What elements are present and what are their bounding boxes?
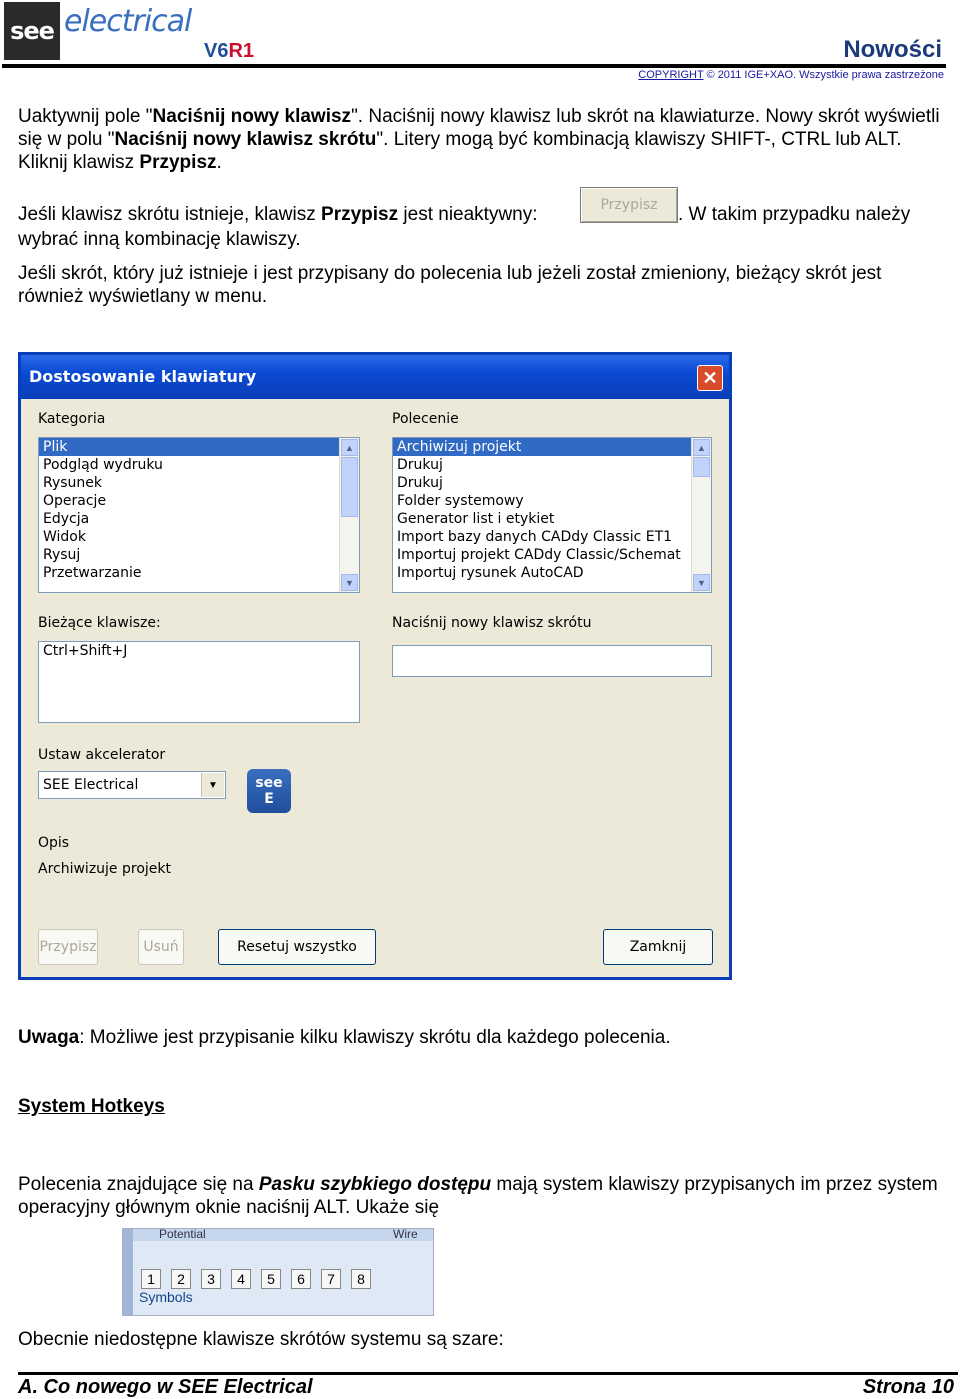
new-key-input[interactable] — [392, 645, 712, 677]
category-scrollbar[interactable] — [339, 438, 359, 592]
accelerator-value: SEE Electrical — [43, 777, 139, 793]
reset-all-button[interactable]: Resetuj wszystko — [218, 929, 376, 965]
hotkey-badge: 3 — [201, 1269, 221, 1289]
paragraph-4 — [18, 1173, 948, 1219]
category-list-item[interactable]: Rysunek — [43, 475, 103, 491]
text-run: ". Naciśnij nowy klawisz lub skrót na klawiaturze. Nowy skrót wyświetli się w polu " — [18, 106, 940, 150]
version-prefix: V6 — [204, 40, 229, 62]
bold-run: Przypisz — [321, 204, 399, 225]
hotkey-badge: 6 — [291, 1269, 311, 1289]
command-scrollbar[interactable] — [691, 438, 711, 592]
command-list-item[interactable]: Importuj rysunek AutoCAD — [397, 565, 584, 581]
dialog-title: Dostosowanie klawiatury — [29, 367, 257, 386]
category-list — [39, 438, 359, 582]
category-label: Kategoria — [38, 411, 106, 427]
icon-text-top: see — [255, 775, 283, 791]
text-run: jest nieaktywny: — [398, 204, 538, 225]
copyright-notice — [638, 69, 944, 81]
bold-run: Naciśnij nowy klawisz — [152, 106, 352, 127]
category-list-item[interactable]: Edycja — [43, 511, 90, 527]
command-listbox[interactable] — [392, 437, 712, 593]
scroll-down-icon[interactable]: ▼ — [693, 574, 710, 591]
document-title: Nowości — [843, 36, 942, 63]
description-value: Archiwizuje projekt — [38, 861, 171, 877]
copyright-text: © 2011 IGE+XAO. Wszystkie prawa zastrzeżone — [706, 69, 944, 81]
hotkey-badge: 2 — [171, 1269, 191, 1289]
command-list-item[interactable]: Generator list i etykiet — [397, 511, 555, 527]
note-paragraph — [18, 1026, 948, 1049]
logo-wordmark: electrical — [64, 4, 192, 39]
scroll-thumb[interactable] — [341, 457, 358, 517]
paragraph-5: Obecnie niedostępne klawisze skrótów systemu są szare: — [18, 1329, 504, 1350]
ribbon-edge — [123, 1229, 133, 1316]
scroll-down-icon[interactable]: ▼ — [341, 574, 358, 591]
hotkey-badge: 1 — [141, 1269, 161, 1289]
scroll-up-icon[interactable]: ▲ — [341, 439, 358, 456]
bold-italic-run: Pasku szybkiego dostępu — [258, 1174, 492, 1195]
keyboard-customize-dialog — [18, 352, 732, 980]
footer-page-number: Strona 10 — [862, 1376, 954, 1398]
command-list-item[interactable]: Archiwizuj projekt — [393, 438, 711, 456]
see-electrical-icon — [247, 769, 291, 813]
hotkey-badge: 7 — [321, 1269, 341, 1289]
footer-divider — [18, 1372, 958, 1375]
command-label: Polecenie — [392, 411, 459, 427]
paragraph-1 — [18, 105, 948, 174]
header-divider — [2, 64, 946, 68]
bold-run: Przypisz — [139, 152, 217, 173]
assign-button-disabled-image: Przypisz — [580, 187, 678, 223]
new-key-label: Naciśnij nowy klawisz skrótu — [392, 615, 592, 631]
ribbon-partial-label: Potential — [159, 1228, 206, 1241]
dialog-titlebar[interactable] — [21, 355, 729, 399]
paragraph-2-line-1 — [18, 203, 578, 226]
category-list-item[interactable]: Plik — [39, 438, 359, 456]
command-list-item[interactable]: Drukuj — [397, 457, 443, 473]
version-label — [204, 40, 254, 63]
section-heading: System Hotkeys — [18, 1096, 165, 1117]
category-list-item[interactable]: Podgląd wydruku — [43, 457, 163, 473]
category-list-item[interactable]: Widok — [43, 529, 86, 545]
accelerator-select[interactable] — [38, 771, 226, 799]
current-keys-list — [39, 642, 359, 660]
hotkey-badge: 4 — [231, 1269, 251, 1289]
current-keys-listbox[interactable] — [38, 641, 360, 723]
paragraph-2-line-2: wybrać inną kombinację klawiszy. — [18, 229, 301, 250]
icon-text-bottom: E — [264, 791, 274, 807]
paragraph-3: Jeśli skrót, który już istnieje i jest przypisany do polecenia lub jeżeli został zmieniony, bieżący skrót jest również wyświetlany w menu. — [18, 263, 882, 307]
hotkey-badge: 8 — [351, 1269, 371, 1289]
ribbon-group-label: Symbols — [139, 1289, 193, 1305]
text-run: Uaktywnij pole " — [18, 106, 153, 127]
command-list-item[interactable]: Importuj projekt CADdy Classic/Schemat — [397, 547, 681, 563]
scroll-up-icon[interactable]: ▲ — [693, 439, 710, 456]
accelerator-label: Ustaw akcelerator — [38, 747, 166, 763]
text-run: mają system klawiszy przypisanych im przez system operacyjny głównym oknie naciśnij ALT. Ukaże się — [18, 1174, 938, 1218]
text-run: ". Litery mogą być kombinacją klawiszy SHIFT-, CTRL lub ALT. Kliknij klawisz — [18, 129, 902, 173]
close-button[interactable]: Zamknij — [603, 929, 713, 965]
command-list — [393, 438, 711, 582]
description-label: Opis — [38, 835, 70, 851]
footer-section-title: A. Co nowego w SEE Electrical — [18, 1376, 313, 1398]
command-list-item[interactable]: Drukuj — [397, 475, 443, 491]
command-list-item[interactable]: Folder systemowy — [397, 493, 524, 509]
ribbon-partial-label: Wire — [393, 1228, 418, 1241]
scroll-thumb[interactable] — [693, 457, 710, 477]
assign-button[interactable]: Przypisz — [38, 929, 98, 965]
current-keys-label: Bieżące klawisze: — [38, 615, 161, 631]
close-icon[interactable]: ✕ — [697, 365, 723, 391]
category-list-item[interactable]: Operacje — [43, 493, 107, 509]
remove-button[interactable]: Usuń — [138, 929, 184, 965]
copyright-link[interactable]: COPYRIGHT — [638, 69, 704, 81]
command-list-item[interactable]: Import bazy danych CADdy Classic ET1 — [397, 529, 673, 545]
text-run: Jeśli klawisz skrótu istnieje, klawisz — [18, 204, 322, 225]
bold-run: Naciśnij nowy klawisz skrótu — [114, 129, 377, 150]
logo-mark: see — [4, 2, 60, 60]
note-text: : Możliwe jest przypisanie kilku klawiszy skrótu dla każdego polecenia. — [79, 1027, 671, 1048]
note-label: Uwaga — [18, 1027, 80, 1048]
hotkey-badge: 5 — [261, 1269, 281, 1289]
current-key-item[interactable]: Ctrl+Shift+J — [43, 643, 128, 659]
version-suffix: R1 — [228, 40, 255, 62]
category-listbox[interactable] — [38, 437, 360, 593]
text-run: Polecenia znajdujące się na — [18, 1174, 259, 1195]
chevron-down-icon[interactable]: ▼ — [201, 773, 224, 797]
paragraph-2-continuation: . W takim przypadku należy — [678, 204, 911, 225]
quick-access-ribbon-image — [122, 1228, 434, 1316]
text-run: . — [216, 152, 222, 173]
category-list-item[interactable]: Przetwarzanie — [43, 565, 142, 581]
category-list-item[interactable]: Rysuj — [43, 547, 81, 563]
